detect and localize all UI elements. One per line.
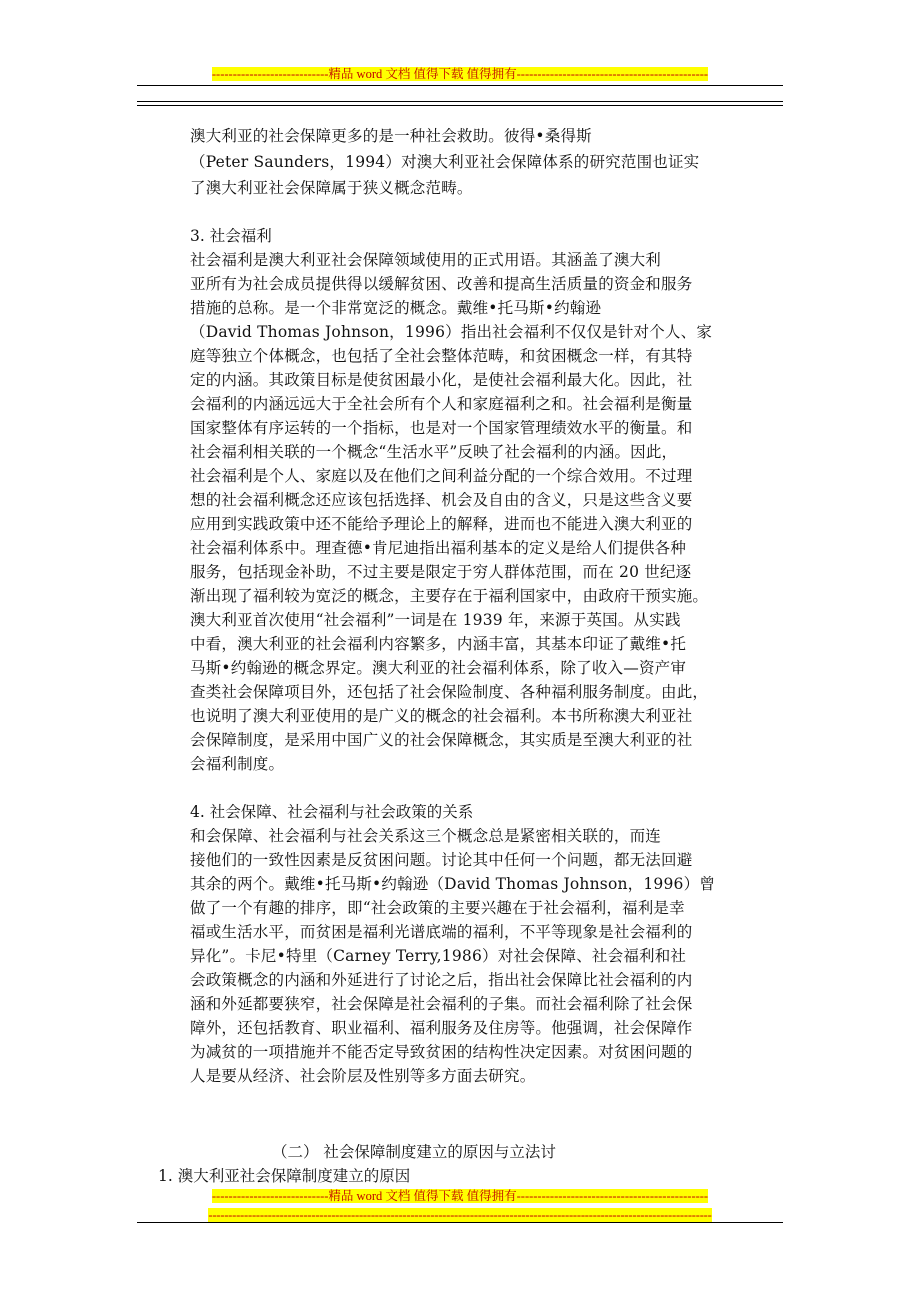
footer-banner-text: ----------------------------精品 word 文档 值得下载 值得拥有---------------------------------------------- xyxy=(211,1189,709,1203)
section-3-line: 会保障制度，是采用中国广义的社会保障概念，其实质是至澳大利亚的社 xyxy=(190,731,693,749)
section-3-line: 会福利的内涵远远大于全社会所有个人和家庭福利之和。社会福利是衡量 xyxy=(190,395,693,413)
section-3-line: 社会福利是澳大利亚社会保障领域使用的正式用语。其涵盖了澳大利 xyxy=(190,251,662,269)
footer-dash-line xyxy=(0,1207,920,1223)
section-3-line: 服务，包括现金补助，不过主要是限定于穷人群体范围，而在 20 世纪逐 xyxy=(190,563,692,581)
section-3-heading: 3. 社会福利 xyxy=(190,227,272,245)
section-4-line: 接他们的一致性因素是反贫困问题。讨论其中任何一个问题，都无法回避 xyxy=(190,851,693,869)
section-3-line: 社会福利是个人、家庭以及在他们之间利益分配的一个综合效用。不过理 xyxy=(190,467,693,485)
section-3-line: 社会福利相关联的一个概念“生活水平”反映了社会福利的内涵。因此， xyxy=(190,443,678,461)
footer-dash-text: ------------------------------------------------------------------------------------------------------------------------------- xyxy=(208,1208,712,1222)
section-4-line: 为减贫的一项措施并不能否定导致贫困的结构性决定因素。对贫困问题的 xyxy=(190,1043,693,1061)
section-3-line: 社会福利体系中。理查德•肯尼迪指出福利基本的定义是给人们提供各种 xyxy=(190,539,687,557)
section-4-line: 异化”。卡尼•特里（Carney Terry,1986）对社会保障、社会福利和社 xyxy=(190,947,687,965)
section-3-line: 国家整体有序运转的一个指标，也是对一个国家管理绩效水平的衡量。和 xyxy=(190,419,693,437)
section-3-line: 想的社会福利概念还应该包括选择、机会及自由的含义，只是这些含义要 xyxy=(190,491,693,509)
section-3-line: 庭等独立个体概念，也包括了全社会整体范畴，和贫困概念一样，有其特 xyxy=(190,347,693,365)
header-double-rule-upper xyxy=(137,101,783,102)
subsection-2-item-1: 1. 澳大利亚社会保障制度建立的原因 xyxy=(158,1167,411,1185)
header-double-rule-lower xyxy=(137,105,783,106)
intro-line-3: 了澳大利亚社会保障属于狭义概念范畴。 xyxy=(190,179,473,197)
section-3-line: 查类社会保障项目外，还包括了社会保险制度、各种福利服务制度。由此， xyxy=(190,683,709,701)
section-4-heading: 4. 社会保障、社会福利与社会政策的关系 xyxy=(190,803,474,821)
section-4-line: 障外，还包括教育、职业福利、福利服务及住房等。他强调，社会保障作 xyxy=(190,1019,693,1037)
section-4-line: 做了一个有趣的排序，即“社会政策的主要兴趣在于社会福利，福利是幸 xyxy=(190,899,685,917)
header-rule xyxy=(137,85,783,86)
section-3-line: 也说明了澳大利亚使用的是广义的概念的社会福利。本书所称澳大利亚社 xyxy=(190,707,693,725)
intro-line-2: （Peter Saunders，1994）对澳大利亚社会保障体系的研究范围也证实 xyxy=(190,153,700,171)
section-3-line: 澳大利亚首次使用“社会福利”一词是在 1939 年，来源于英国。从实践 xyxy=(190,611,681,629)
section-3-line: 措施的总称。是一个非常宽泛的概念。戴维•托马斯•约翰逊 xyxy=(190,299,602,317)
header-banner xyxy=(0,66,920,82)
section-3-line: 定的内涵。其政策目标是使贫困最小化，是使社会福利最大化。因此，社 xyxy=(190,371,693,389)
header-banner-text: ----------------------------精品 word 文档 值得下载 值得拥有---------------------------------------------- xyxy=(211,67,709,81)
section-3-line: 中看，澳大利亚的社会福利内容繁多，内涵丰富，其基本印证了戴维•托 xyxy=(190,635,687,653)
section-4-line: 福或生活水平，而贫困是福利光谱底端的福利，不平等现象是社会福利的 xyxy=(190,923,693,941)
section-3-line: 亚所有为社会成员提供得以缓解贫困、改善和提高生活质量的资金和服务 xyxy=(190,275,693,293)
intro-line-1: 澳大利亚的社会保障更多的是一种社会救助。彼得•桑得斯 xyxy=(190,127,592,145)
subsection-2-heading: （二） 社会保障制度建立的原因与立法讨 xyxy=(272,1143,556,1161)
footer-banner xyxy=(0,1188,920,1204)
section-4-line: 会政策概念的内涵和外延进行了讨论之后，指出社会保障比社会福利的内 xyxy=(190,971,693,989)
section-4-line: 涵和外延都要狭窄，社会保障是社会福利的子集。而社会福利除了社会保 xyxy=(190,995,693,1013)
section-3-line: 渐出现了福利较为宽泛的概念，主要存在于福利国家中，由政府干预实施。 xyxy=(190,587,709,605)
section-4-line: 其余的两个。戴维•托马斯•约翰逊（David Thomas Johnson，1996）曾 xyxy=(190,875,716,893)
section-3-line: 会福利制度。 xyxy=(190,755,285,773)
section-4-line: 人是要从经济、社会阶层及性别等多方面去研究。 xyxy=(190,1067,536,1085)
footer-rule xyxy=(137,1222,783,1223)
section-3-line: 马斯•约翰逊的概念界定。澳大利亚的社会福利体系，除了收入—资产审 xyxy=(190,659,687,677)
section-3-line: （David Thomas Johnson，1996）指出社会福利不仅仅是针对个人、家 xyxy=(190,323,713,341)
section-3-line: 应用到实践政策中还不能给予理论上的解释，进而也不能进入澳大利亚的 xyxy=(190,515,693,533)
section-4-line: 和会保障、社会福利与社会关系这三个概念总是紧密相关联的，而连 xyxy=(190,827,662,845)
